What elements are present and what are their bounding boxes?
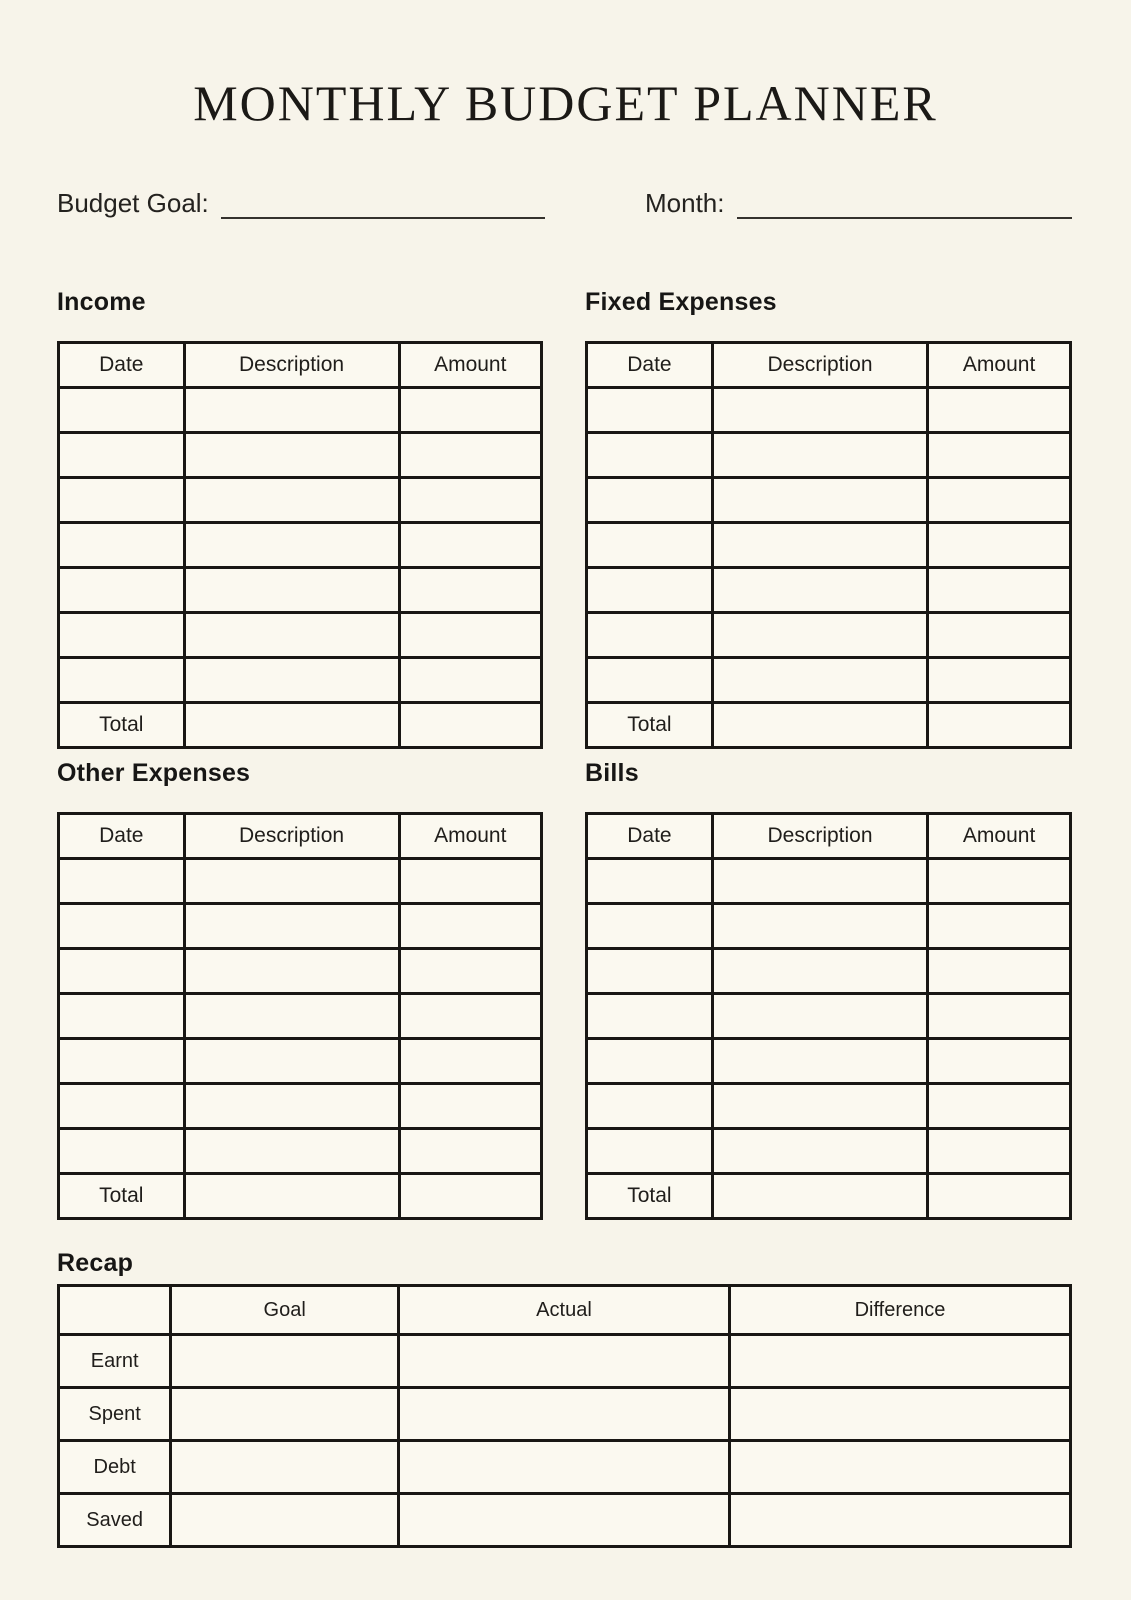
income-total-row	[59, 703, 542, 748]
budget-goal-field	[57, 183, 545, 219]
recap-saved-difference-cell[interactable]	[729, 1494, 1070, 1547]
bills-date-entry-cell[interactable]	[587, 1129, 713, 1174]
recap-debt-difference-cell[interactable]	[729, 1441, 1070, 1494]
bills-amount-entry-cell[interactable]	[928, 949, 1071, 994]
recap-row-label-saved: Saved	[59, 1494, 171, 1547]
other-expenses-description-entry-cell[interactable]	[184, 949, 399, 994]
fixed-expenses-entry-row	[587, 433, 1071, 478]
fixed-expenses-amount-entry-cell[interactable]	[928, 523, 1071, 568]
bills-column-header-amount: Amount	[928, 814, 1071, 859]
recap-debt-actual-cell[interactable]	[399, 1441, 730, 1494]
other-expenses-amount-entry-cell[interactable]	[399, 1084, 542, 1129]
fixed-expenses-entry-row	[587, 478, 1071, 523]
bills-description-entry-cell[interactable]	[712, 1129, 927, 1174]
recap-row-spent	[59, 1388, 1071, 1441]
other-expenses-description-entry-cell[interactable]	[184, 859, 399, 904]
fixed-expenses-amount-entry-cell[interactable]	[928, 568, 1071, 613]
bills-date-entry-cell[interactable]	[587, 1039, 713, 1084]
other-expenses-total-amount-cell[interactable]	[399, 1174, 542, 1219]
month-input-line[interactable]	[737, 183, 1073, 219]
recap-saved-actual-cell[interactable]	[399, 1494, 730, 1547]
income-description-entry-cell[interactable]	[184, 523, 399, 568]
bills-description-entry-cell[interactable]	[712, 949, 927, 994]
other-expenses-entry-row	[59, 1129, 542, 1174]
bills-entry-row	[587, 1084, 1071, 1129]
recap-row-label-spent: Spent	[59, 1388, 171, 1441]
bills-table	[585, 812, 1072, 1220]
bills-description-entry-cell[interactable]	[712, 859, 927, 904]
fixed-expenses-column-header-date: Date	[587, 343, 713, 388]
recap-row-label-debt: Debt	[59, 1441, 171, 1494]
fixed-expenses-amount-entry-cell[interactable]	[928, 433, 1071, 478]
section-income-title: Income	[57, 288, 146, 316]
income-entry-row	[59, 433, 542, 478]
recap-row-earnt	[59, 1335, 1071, 1388]
other-expenses-header-row	[59, 814, 542, 859]
recap-row-saved	[59, 1494, 1071, 1547]
income-description-entry-cell[interactable]	[184, 568, 399, 613]
recap-row-debt	[59, 1441, 1071, 1494]
fixed-expenses-amount-entry-cell[interactable]	[928, 613, 1071, 658]
fixed-expenses-date-entry-cell[interactable]	[587, 658, 713, 703]
other-expenses-entry-row	[59, 1084, 542, 1129]
other-expenses-date-entry-cell[interactable]	[59, 1129, 185, 1174]
section-bills	[585, 758, 1072, 1220]
bills-date-entry-cell[interactable]	[587, 904, 713, 949]
income-entry-row	[59, 523, 542, 568]
fixed-expenses-total-label-cell: Total	[587, 703, 713, 748]
section-fixed-expenses-title: Fixed Expenses	[585, 288, 777, 316]
other-expenses-column-header-description: Description	[184, 814, 399, 859]
recap-header-row	[59, 1286, 1071, 1335]
bills-description-entry-cell[interactable]	[712, 904, 927, 949]
other-expenses-description-entry-cell[interactable]	[184, 1084, 399, 1129]
income-date-entry-cell[interactable]	[59, 613, 185, 658]
fixed-expenses-description-entry-cell[interactable]	[712, 433, 927, 478]
other-expenses-description-entry-cell[interactable]	[184, 904, 399, 949]
fixed-expenses-description-entry-cell[interactable]	[712, 388, 927, 433]
bills-entry-row	[587, 904, 1071, 949]
income-date-entry-cell[interactable]	[59, 433, 185, 478]
income-date-entry-cell[interactable]	[59, 568, 185, 613]
fixed-expenses-total-amount-cell[interactable]	[928, 703, 1071, 748]
income-amount-entry-cell[interactable]	[399, 658, 542, 703]
recap-earnt-goal-cell[interactable]	[171, 1335, 399, 1388]
income-date-entry-cell[interactable]	[59, 388, 185, 433]
income-column-header-date: Date	[59, 343, 185, 388]
other-expenses-amount-entry-cell[interactable]	[399, 1039, 542, 1084]
income-entry-row	[59, 613, 542, 658]
recap-spent-actual-cell[interactable]	[399, 1388, 730, 1441]
bills-total-amount-cell[interactable]	[928, 1174, 1071, 1219]
fixed-expenses-description-entry-cell[interactable]	[712, 478, 927, 523]
other-expenses-amount-entry-cell[interactable]	[399, 1129, 542, 1174]
section-other-expenses	[57, 758, 543, 1220]
bills-amount-entry-cell[interactable]	[928, 994, 1071, 1039]
other-expenses-table	[57, 812, 543, 1220]
other-expenses-entry-row	[59, 1039, 542, 1084]
fixed-expenses-entry-row	[587, 568, 1071, 613]
recap-column-header-blank	[59, 1286, 171, 1335]
other-expenses-total-description-cell[interactable]	[184, 1174, 399, 1219]
fixed-expenses-date-entry-cell[interactable]	[587, 388, 713, 433]
fixed-expenses-total-row	[587, 703, 1071, 748]
fixed-expenses-amount-entry-cell[interactable]	[928, 658, 1071, 703]
month-label: Month:	[645, 187, 725, 218]
fixed-expenses-date-entry-cell[interactable]	[587, 568, 713, 613]
income-amount-entry-cell[interactable]	[399, 388, 542, 433]
income-amount-entry-cell[interactable]	[399, 568, 542, 613]
section-recap-title: Recap	[57, 1249, 134, 1277]
month-field	[645, 183, 1072, 219]
bills-total-description-cell[interactable]	[712, 1174, 927, 1219]
bills-description-entry-cell[interactable]	[712, 1084, 927, 1129]
fixed-expenses-total-description-cell[interactable]	[712, 703, 927, 748]
other-expenses-date-entry-cell[interactable]	[59, 1084, 185, 1129]
fixed-expenses-entry-row	[587, 388, 1071, 433]
other-expenses-date-entry-cell[interactable]	[59, 994, 185, 1039]
income-date-entry-cell[interactable]	[59, 523, 185, 568]
income-column-header-description: Description	[184, 343, 399, 388]
fixed-expenses-description-entry-cell[interactable]	[712, 523, 927, 568]
other-expenses-description-entry-cell[interactable]	[184, 994, 399, 1039]
fixed-expenses-description-entry-cell[interactable]	[712, 613, 927, 658]
fixed-expenses-column-header-amount: Amount	[928, 343, 1071, 388]
income-description-entry-cell[interactable]	[184, 658, 399, 703]
income-entry-row	[59, 658, 542, 703]
bills-column-header-description: Description	[712, 814, 927, 859]
bills-header-row	[587, 814, 1071, 859]
fixed-expenses-entry-row	[587, 658, 1071, 703]
income-entry-row	[59, 388, 542, 433]
income-description-entry-cell[interactable]	[184, 388, 399, 433]
fixed-expenses-amount-entry-cell[interactable]	[928, 478, 1071, 523]
bills-amount-entry-cell[interactable]	[928, 1039, 1071, 1084]
income-header-row	[59, 343, 542, 388]
recap-table	[57, 1284, 1072, 1548]
other-expenses-date-entry-cell[interactable]	[59, 1039, 185, 1084]
recap-column-header-goal: Goal	[171, 1286, 399, 1335]
income-description-entry-cell[interactable]	[184, 613, 399, 658]
fixed-expenses-header-row	[587, 343, 1071, 388]
bills-entry-row	[587, 1129, 1071, 1174]
other-expenses-amount-entry-cell[interactable]	[399, 904, 542, 949]
recap-row-label-earnt: Earnt	[59, 1335, 171, 1388]
fixed-expenses-column-header-description: Description	[712, 343, 927, 388]
income-amount-entry-cell[interactable]	[399, 523, 542, 568]
section-other-expenses-title: Other Expenses	[57, 759, 251, 787]
budget-goal-label: Budget Goal:	[57, 187, 209, 218]
income-total-description-cell[interactable]	[184, 703, 399, 748]
fixed-expenses-date-entry-cell[interactable]	[587, 478, 713, 523]
income-amount-entry-cell[interactable]	[399, 433, 542, 478]
fixed-expenses-description-entry-cell[interactable]	[712, 658, 927, 703]
section-fixed-expenses	[585, 287, 1072, 749]
income-amount-entry-cell[interactable]	[399, 478, 542, 523]
income-entry-row	[59, 568, 542, 613]
other-expenses-description-entry-cell[interactable]	[184, 1039, 399, 1084]
bills-column-header-date: Date	[587, 814, 713, 859]
fixed-expenses-entry-row	[587, 613, 1071, 658]
budget-goal-input-line[interactable]	[221, 183, 545, 219]
other-expenses-total-row	[59, 1174, 542, 1219]
other-expenses-total-label-cell: Total	[59, 1174, 185, 1219]
fixed-expenses-date-entry-cell[interactable]	[587, 613, 713, 658]
fixed-expenses-date-entry-cell[interactable]	[587, 433, 713, 478]
section-income	[57, 287, 543, 749]
bills-entry-row	[587, 859, 1071, 904]
income-description-entry-cell[interactable]	[184, 478, 399, 523]
recap-spent-goal-cell[interactable]	[171, 1388, 399, 1441]
fixed-expenses-amount-entry-cell[interactable]	[928, 388, 1071, 433]
other-expenses-date-entry-cell[interactable]	[59, 859, 185, 904]
income-total-amount-cell[interactable]	[399, 703, 542, 748]
recap-earnt-actual-cell[interactable]	[399, 1335, 730, 1388]
bills-entry-row	[587, 1039, 1071, 1084]
other-expenses-date-entry-cell[interactable]	[59, 949, 185, 994]
recap-column-header-difference: Difference	[729, 1286, 1070, 1335]
section-recap	[57, 1248, 1072, 1548]
bills-date-entry-cell[interactable]	[587, 1084, 713, 1129]
income-column-header-amount: Amount	[399, 343, 542, 388]
other-expenses-amount-entry-cell[interactable]	[399, 859, 542, 904]
bills-date-entry-cell[interactable]	[587, 859, 713, 904]
bills-total-label-cell: Total	[587, 1174, 713, 1219]
bills-date-entry-cell[interactable]	[587, 949, 713, 994]
other-expenses-entry-row	[59, 859, 542, 904]
fixed-expenses-date-entry-cell[interactable]	[587, 523, 713, 568]
income-amount-entry-cell[interactable]	[399, 613, 542, 658]
bills-amount-entry-cell[interactable]	[928, 1129, 1071, 1174]
other-expenses-amount-entry-cell[interactable]	[399, 949, 542, 994]
other-expenses-column-header-date: Date	[59, 814, 185, 859]
bills-amount-entry-cell[interactable]	[928, 859, 1071, 904]
other-expenses-column-header-amount: Amount	[399, 814, 542, 859]
other-expenses-date-entry-cell[interactable]	[59, 904, 185, 949]
bills-description-entry-cell[interactable]	[712, 994, 927, 1039]
page-title: MONTHLY BUDGET PLANNER	[193, 75, 938, 131]
bills-description-entry-cell[interactable]	[712, 1039, 927, 1084]
other-expenses-entry-row	[59, 904, 542, 949]
income-total-label-cell: Total	[59, 703, 185, 748]
fixed-expenses-table	[585, 341, 1072, 749]
other-expenses-entry-row	[59, 949, 542, 994]
bills-entry-row	[587, 994, 1071, 1039]
bills-total-row	[587, 1174, 1071, 1219]
income-date-entry-cell[interactable]	[59, 658, 185, 703]
income-description-entry-cell[interactable]	[184, 433, 399, 478]
income-entry-row	[59, 478, 542, 523]
other-expenses-description-entry-cell[interactable]	[184, 1129, 399, 1174]
section-bills-title: Bills	[585, 759, 639, 787]
other-expenses-entry-row	[59, 994, 542, 1039]
income-date-entry-cell[interactable]	[59, 478, 185, 523]
recap-earnt-difference-cell[interactable]	[729, 1335, 1070, 1388]
income-table	[57, 341, 543, 749]
recap-saved-goal-cell[interactable]	[171, 1494, 399, 1547]
recap-spent-difference-cell[interactable]	[729, 1388, 1070, 1441]
bills-amount-entry-cell[interactable]	[928, 904, 1071, 949]
bills-date-entry-cell[interactable]	[587, 994, 713, 1039]
recap-debt-goal-cell[interactable]	[171, 1441, 399, 1494]
fixed-expenses-entry-row	[587, 523, 1071, 568]
bills-amount-entry-cell[interactable]	[928, 1084, 1071, 1129]
bills-entry-row	[587, 949, 1071, 994]
recap-column-header-actual: Actual	[399, 1286, 730, 1335]
other-expenses-amount-entry-cell[interactable]	[399, 994, 542, 1039]
fixed-expenses-description-entry-cell[interactable]	[712, 568, 927, 613]
